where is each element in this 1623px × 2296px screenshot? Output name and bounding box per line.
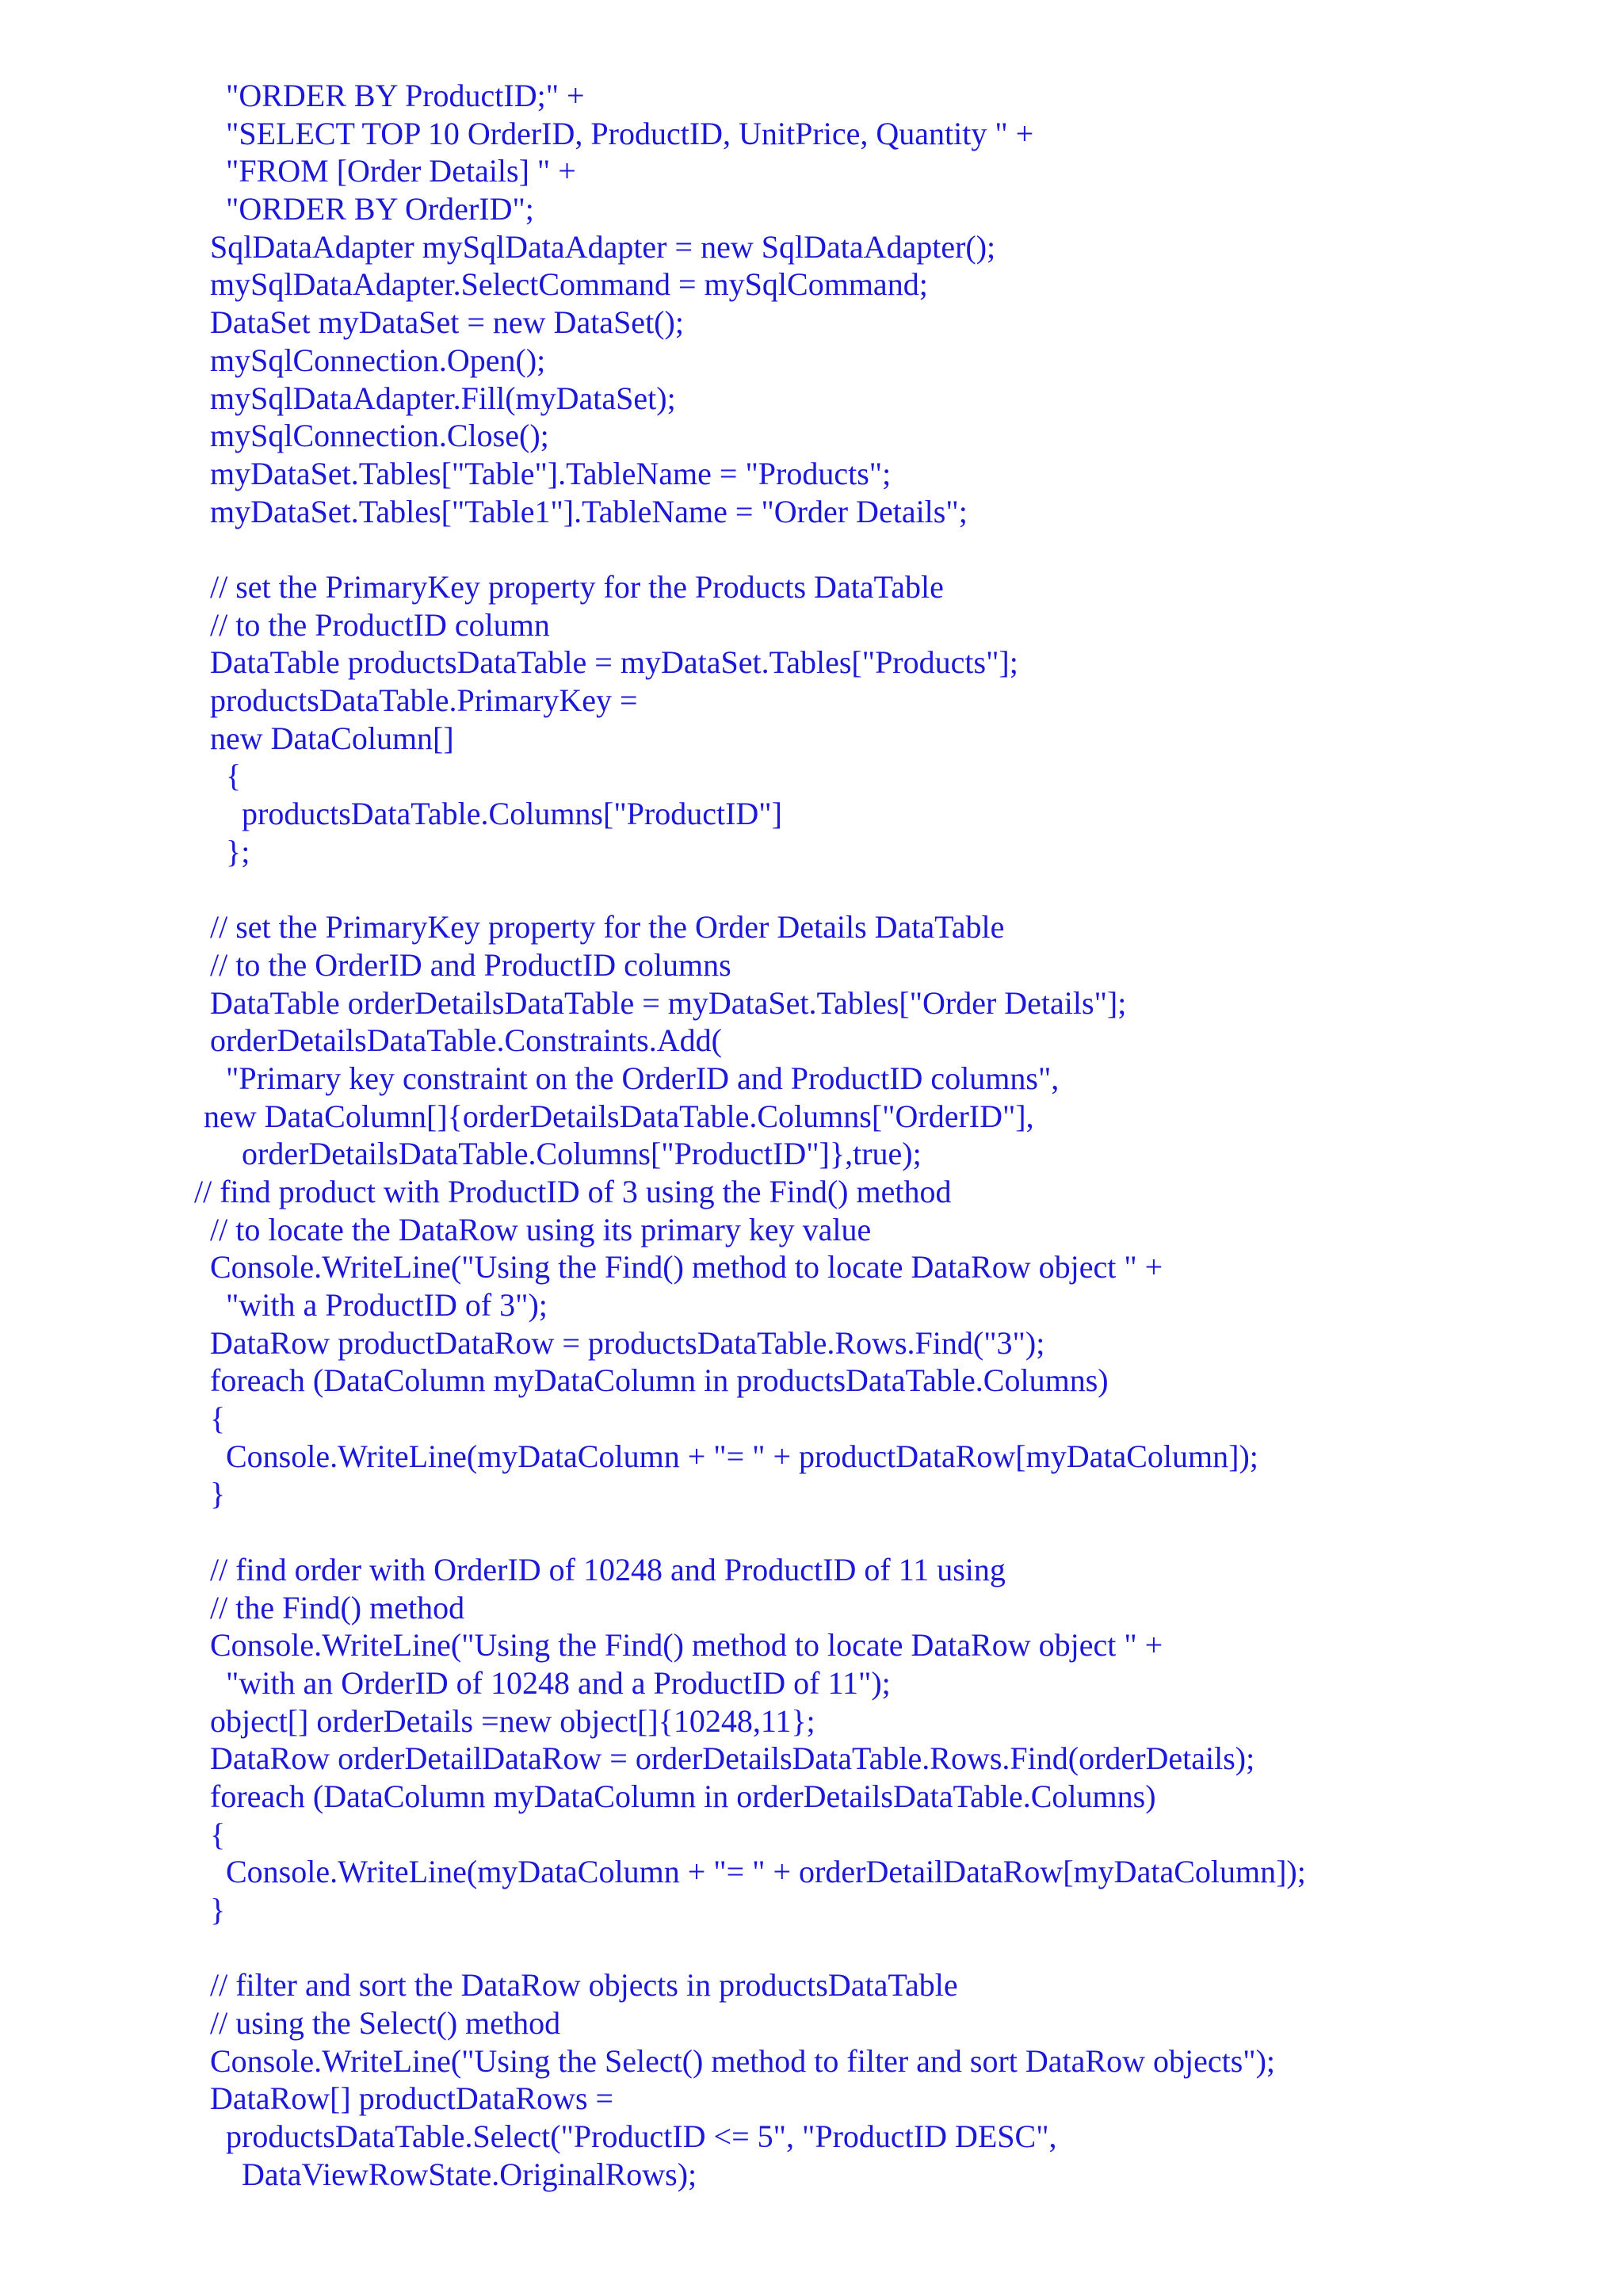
- code-line: myDataSet.Tables["Table1"].TableName = "Order Details";: [210, 493, 968, 529]
- code-line: // filter and sort the DataRow objects in productsDataTable: [210, 1967, 958, 2004]
- code-line: "ORDER BY OrderID";: [226, 191, 534, 227]
- code-line: mySqlDataAdapter.Fill(myDataSet);: [210, 380, 676, 416]
- code-line: orderDetailsDataTable.Constraints.Add(: [210, 1022, 722, 1059]
- code-line: DataTable productsDataTable = myDataSet.Tables["Products"];: [210, 644, 1018, 681]
- blank-line: [0, 870, 1623, 908]
- code-line: foreach (DataColumn myDataColumn in productsDataTable.Columns): [210, 1362, 1109, 1399]
- code-line: mySqlConnection.Open();: [210, 342, 546, 378]
- code-line: }: [210, 1892, 226, 1927]
- code-line: productsDataTable.Columns["ProductID"]: [242, 796, 782, 832]
- code-line: DataRow orderDetailDataRow = orderDetailsDataTable.Rows.Find(orderDetails);: [210, 1740, 1255, 1777]
- code-line: // using the Select() method: [210, 2005, 561, 2042]
- code-line: new DataColumn[]{orderDetailsDataTable.Columns["OrderID"],: [204, 1098, 1034, 1134]
- code-line: productsDataTable.Select("ProductID <= 5", "ProductID DESC",: [226, 2118, 1057, 2155]
- code-line: foreach (DataColumn myDataColumn in orderDetailsDataTable.Columns): [210, 1778, 1156, 1814]
- code-line: orderDetailsDataTable.Columns["ProductID"]},true);: [242, 1136, 922, 1172]
- code-line: "Primary key constraint on the OrderID and ProductID columns",: [226, 1060, 1060, 1096]
- blank-line: [0, 1513, 1623, 1551]
- code-line: Console.WriteLine("Using the Find() method to locate DataRow object " +: [210, 1249, 1163, 1286]
- code-line: // find product with ProductID of 3 using the Find() method: [194, 1173, 952, 1209]
- code-line: Console.WriteLine("Using the Find() method to locate DataRow object " +: [210, 1627, 1163, 1664]
- blank-line: [0, 1929, 1623, 1967]
- code-line: "with a ProductID of 3");: [226, 1287, 548, 1323]
- code-line: // to the ProductID column: [210, 606, 550, 643]
- code-line: myDataSet.Tables["Table"].TableName = "Products";: [210, 455, 892, 491]
- code-line: DataViewRowState.OriginalRows);: [242, 2156, 697, 2192]
- code-line: mySqlConnection.Close();: [210, 418, 549, 454]
- code-line: mySqlDataAdapter.SelectCommand = mySqlCommand;: [210, 266, 928, 303]
- code-line: Console.WriteLine(myDataColumn + "= " + productDataRow[myDataColumn]);: [226, 1438, 1258, 1474]
- code-line: {: [210, 1816, 226, 1852]
- code-line: Console.WriteLine(myDataColumn + "= " + orderDetailDataRow[myDataColumn]);: [226, 1854, 1306, 1890]
- code-line: {: [210, 1400, 226, 1437]
- code-line: // the Find() method: [210, 1589, 465, 1626]
- code-line: };: [226, 833, 250, 869]
- code-line: DataRow[] productDataRows =: [210, 2080, 614, 2117]
- code-line: Console.WriteLine("Using the Select() method to filter and sort DataRow objects");: [210, 2042, 1276, 2079]
- code-line: // find order with OrderID of 10248 and ProductID of 11 using: [210, 1551, 1006, 1587]
- code-line: object[] orderDetails =new object[]{10248,11};: [210, 1702, 815, 1739]
- code-line: productsDataTable.PrimaryKey =: [210, 682, 638, 718]
- code-line: // set the PrimaryKey property for the Products DataTable: [210, 568, 944, 605]
- code-line: DataRow productDataRow = productsDataTable.Rows.Find("3");: [210, 1324, 1045, 1361]
- code-line: // set the PrimaryKey property for the Order Details DataTable: [210, 909, 1005, 946]
- code-line: "FROM [Order Details] " +: [226, 153, 576, 189]
- code-line: new DataColumn[]: [210, 720, 454, 756]
- code-line: // to the OrderID and ProductID columns: [210, 946, 731, 983]
- code-line: // to locate the DataRow using its primary key value: [210, 1211, 872, 1247]
- code-line: SqlDataAdapter mySqlDataAdapter = new SqlDataAdapter();: [210, 228, 996, 265]
- code-line: DataTable orderDetailsDataTable = myDataSet.Tables["Order Details"];: [210, 984, 1127, 1021]
- code-listing: [0, 77, 1623, 2194]
- code-line: "with an OrderID of 10248 and a ProductID of 11");: [226, 1664, 891, 1701]
- code-line: {: [226, 758, 242, 794]
- code-line: }: [210, 1476, 226, 1512]
- code-line: DataSet myDataSet = new DataSet();: [210, 304, 684, 341]
- code-line: "SELECT TOP 10 OrderID, ProductID, UnitPrice, Quantity " +: [226, 115, 1034, 151]
- code-line: "ORDER BY ProductID;" +: [226, 78, 585, 113]
- blank-line: [0, 530, 1623, 568]
